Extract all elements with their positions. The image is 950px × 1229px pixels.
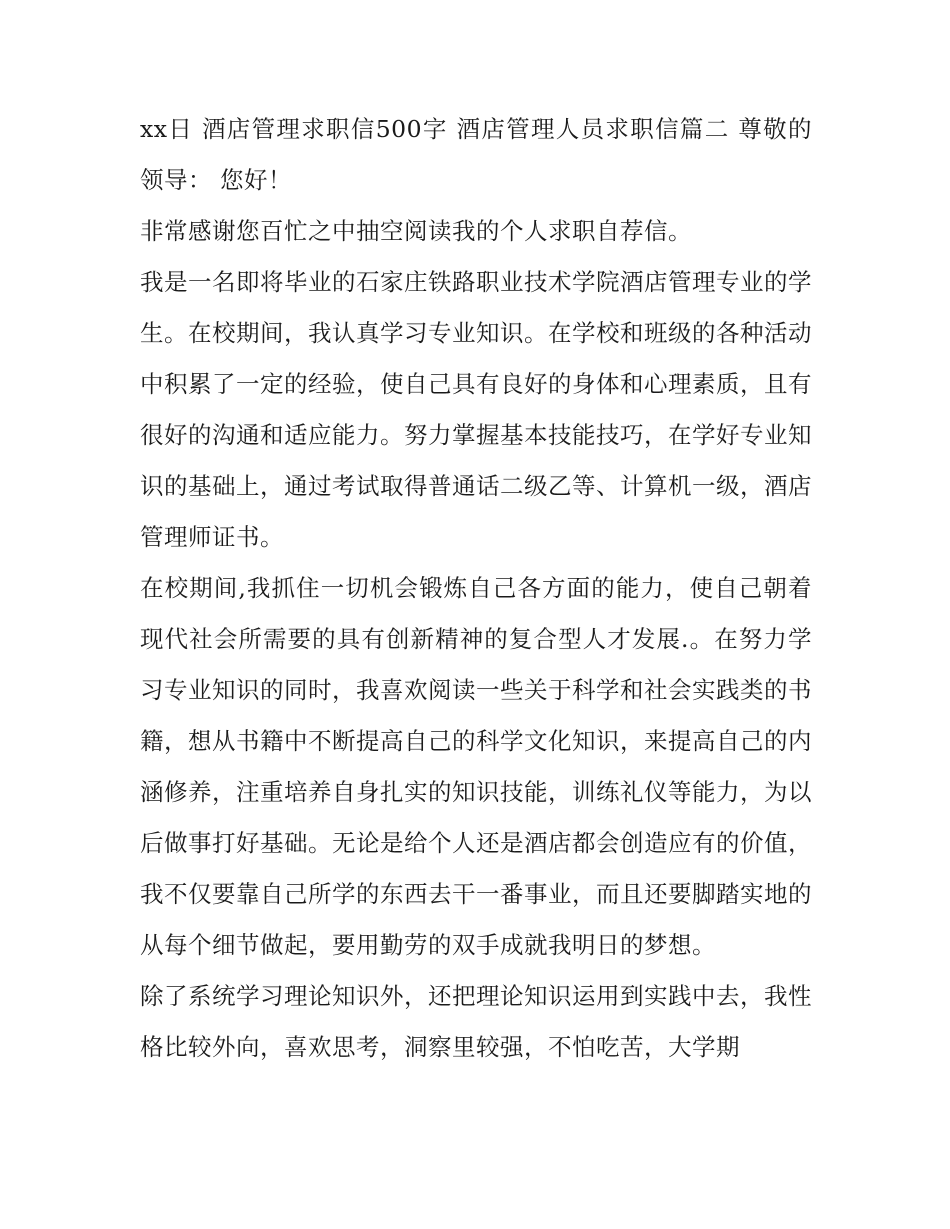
paragraph-introduction: 我是一名即将毕业的石家庄铁路职业技术学院酒店管理专业的学生。在校期间，我认真学习专业知识。在学校和班级的各种活动中积累了一定的经验，使自己具有良好的身体和心理素质，且有很好的沟通和适应能力。努力掌握基本技能技巧，在学好专业知识的基础上，通过考试取得普通话二级乙等、计算机一级，酒店管理师证书。 bbox=[140, 268, 812, 551]
paragraph-school-experience: 在校期间,我抓住一切机会锻炼自己各方面的能力，使自己朝着现代社会所需要的具有创新精神的复合型人才发展.。在努力学习专业知识的同时，我喜欢阅读一些关于科学和社会实践类的书籍，想从书籍中不断提高自己的科学文化知识，来提高自己的内涵修养，注重培养自身扎实的知识技能，训练礼仪等能力，为以后做事打好基础。无论是给个人还是酒店都会创造应有的价值，我不仅要靠自己所学的东西去干一番事业，而且还要脚踏实地的从每个细节做起，要用勤劳的双手成就我明日的梦想。 bbox=[140, 574, 812, 959]
paragraph-heading: xx日 酒店管理求职信500字 酒店管理人员求职信篇二 尊敬的领导： 您好！ bbox=[140, 115, 812, 194]
paragraph-thanks: 非常感谢您百忙之中抽空阅读我的个人求职自荐信。 bbox=[140, 217, 692, 245]
letter-body bbox=[140, 104, 812, 1073]
paragraph-practice: 除了系统学习理论知识外，还把理论知识运用到实践中去，我性格比较外向，喜欢思考，洞察里较强，不怕吃苦，大学期 bbox=[140, 982, 812, 1061]
